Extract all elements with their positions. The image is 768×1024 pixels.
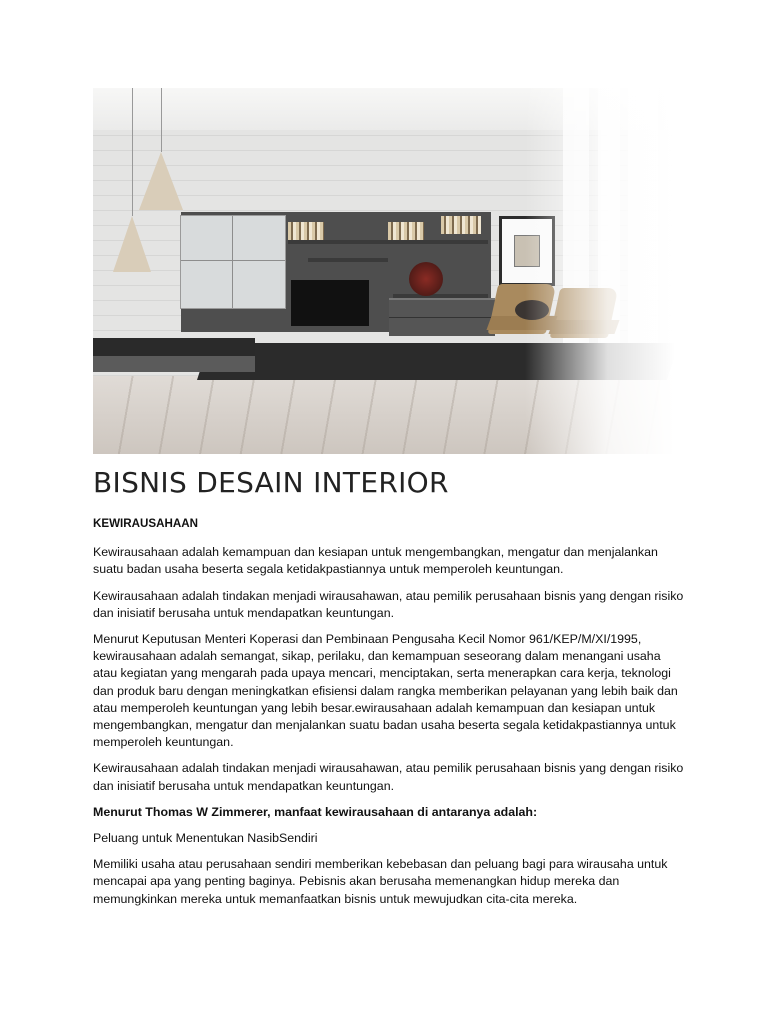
- books: [441, 216, 481, 234]
- subheading: Menurut Thomas W Zimmerer, manfaat kewirausahaan di antaranya adalah:: [93, 804, 538, 819]
- shelf: [288, 240, 488, 244]
- coffee-table-base: [93, 356, 255, 372]
- pendant-lamp: [113, 216, 151, 272]
- books: [388, 222, 424, 240]
- paragraph: Kewirausahaan adalah kemampuan dan kesiapan untuk mengembangkan, mengatur dan menjalankan suatu badan usaha beserta segala ketidakpastiannya untuk memperoleh keuntungan.: [93, 545, 658, 577]
- paragraph: Kewirausahaan adalah tindakan menjadi wirausahawan, atau pemilik perusahaan bisnis yang dengan risiko dan inisiatif berusaha untuk mendapatkan keuntungan.: [93, 588, 684, 620]
- coffee-table: [93, 338, 255, 356]
- lamp-cord: [161, 88, 162, 152]
- white-wall-cabinet: [180, 215, 286, 309]
- decorative-plate: [409, 262, 443, 296]
- article-body: [93, 515, 685, 917]
- subheading-plain: Peluang untuk Menentukan NasibSendiri: [93, 831, 318, 846]
- page-title: BISNIS DESAIN INTERIOR: [93, 466, 449, 499]
- pendant-lamp: [139, 152, 183, 210]
- books: [288, 222, 324, 240]
- television: [291, 280, 369, 326]
- interior-photo: [93, 88, 675, 454]
- section-label: KEWIRAUSAHAAN: [93, 517, 198, 530]
- low-cabinet: [389, 298, 495, 336]
- lamp-cord: [132, 88, 133, 216]
- window-light: [525, 88, 675, 454]
- paragraph: Menurut Keputusan Menteri Koperasi dan Pembinaan Pengusaha Kecil Nomor 961/KEP/M/XI/1995, kewirausahaan adalah semangat, sikap, perilaku, dan kemampuan seseorang dalam menangani usaha atau kegiatan yang mengarah pada upaya mencari, menciptakan, serta menerapkan cara kerja, teknologi dan produk baru dengan meningkatkan efisiensi dalam rangka memberikan pelayanan yang lebih baik dan atau memperoleh keuntungan yang lebih besar.ewirausahaan adalah kemampuan dan kesiapan untuk mengembangkan, mengatur dan menjalankan suatu badan usaha beserta segala ketidakpastiannya untuk memperoleh keuntungan.: [93, 632, 678, 750]
- paragraph: Memiliki usaha atau perusahaan sendiri memberikan kebebasan dan peluang bagi para wirausaha untuk mencapai apa yang penting baginya. Pebisnis akan berusaha memenangkan hidup mereka dan memungkinkan mereka untuk memanfaatkan bisnis untuk mewujudkan cita-cita mereka.: [93, 857, 668, 906]
- shelf: [308, 258, 388, 262]
- paragraph: Kewirausahaan adalah tindakan menjadi wirausahawan, atau pemilik perusahaan bisnis yang dengan risiko dan inisiatif berusaha untuk mendapatkan keuntungan.: [93, 761, 684, 793]
